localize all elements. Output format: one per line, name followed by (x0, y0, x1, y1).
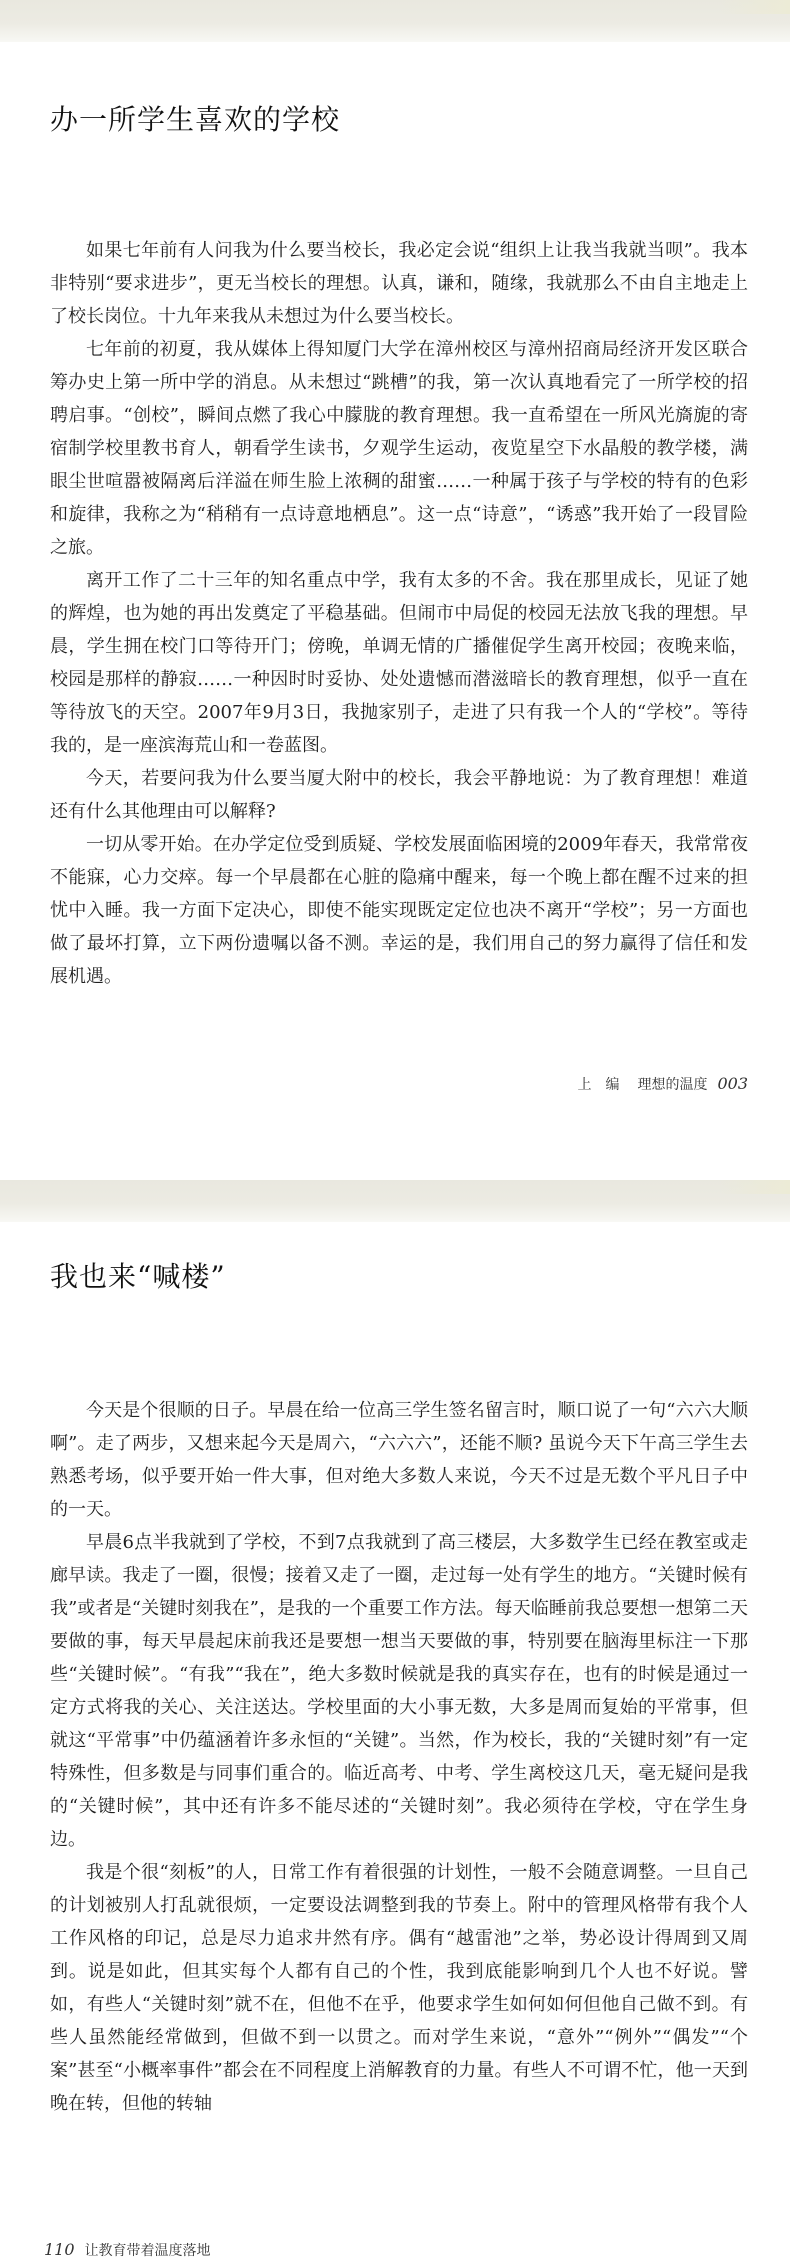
chapter-title: 我也来“喊楼” (50, 1260, 226, 1293)
chapter-body (50, 234, 748, 993)
paragraph: 我是个很“刻板”的人，日常工作有着很强的计划性，一般不会随意调整。一旦自己的计划被别人打乱就很烦，一定要设法调整到我的节奏上。附中的管理风格带有我个人工作风格的印记，总是尽力追求井然有序。偶有“越雷池”之举，势必设计得周到又周到。说是如此，但其实每个人都有自己的个性，我到底能影响到几个人也不好说。譬如，有些人“关键时刻”就不在，但他不在乎，他要求学生如何如何但他自己做不到。有些人虽然能经常做到，但做不到一以贯之。而对学生来说，“意外”“例外”“偶发”“个案”甚至“小概率事件”都会在不同程度上消解教育的力量。有些人不可谓不忙，他一天到晚在转，但他的转轴 (50, 1862, 748, 2114)
page-top-shadow (0, 1180, 790, 1222)
page-corner-shadow (720, 1180, 790, 1194)
page-corner-shadow (720, 0, 790, 14)
page-top-shadow (0, 0, 790, 42)
footer-part: 上 编 (577, 1077, 620, 1093)
paragraph: 离开工作了二十三年的知名重点中学，我有太多的不舍。我在那里成长，见证了她的辉煌，也为她的再出发奠定了平稳基础。但闹市中局促的校园无法放飞我的理想。早晨，学生拥在校门口等待开门；傍晚，单调无情的广播催促学生离开校园；夜晚来临，校园是那样的静寂……一种因时时妥协、处处遗憾而潜滋暗长的教育理想，似乎一直在等待放飞的天空。2007年9月3日，我抛家别子，走进了只有我一个人的“学校”。等待我的，是一座滨海荒山和一卷蓝图。 (50, 570, 748, 756)
chapter-title: 办一所学生喜欢的学校 (50, 103, 341, 136)
page-number: 110 (44, 2240, 75, 2259)
book-title: 让教育带着温度落地 (84, 2243, 211, 2259)
paragraph: 七年前的初夏，我从媒体上得知厦门大学在漳州校区与漳州招商局经济开发区联合筹办史上第一所中学的消息。从未想过“跳槽”的我，第一次认真地看完了一所学校的招聘启事。“创校”，瞬间点燃了我心中朦胧的教育理想。我一直希望在一所风光旖旎的寄宿制学校里教书育人，朝看学生读书，夕观学生运动，夜览星空下水晶般的教学楼，满眼尘世喧嚣被隔离后洋溢在师生脸上浓稠的甜蜜……一种属于孩子与学校的特有的色彩和旋律，我称之为“稍稍有一点诗意地栖息”。这一点“诗意”，“诱惑”我开始了一段冒险之旅。 (50, 339, 748, 558)
chapter-body (50, 1394, 748, 2120)
paragraph: 今天是个很顺的日子。早晨在给一位高三学生签名留言时，顺口说了一句“六六大顺啊”。走了两步，又想来起今天是周六，“六六六”，还能不顺? 虽说今天下午高三学生去熟悉考场，似乎要开始一件大事，但对绝大多数人来说，今天不过是无数个平凡日子中的一天。 (50, 1400, 748, 1520)
paragraph: 今天，若要问我为什么要当厦大附中的校长，我会平静地说：为了教育理想！难道还有什么其他理由可以解释? (50, 768, 748, 822)
page-number: 003 (717, 1074, 748, 1093)
footer-section: 理想的温度 (637, 1077, 708, 1093)
paragraph: 早晨6点半我就到了学校，不到7点我就到了高三楼层，大多数学生已经在教室或走廊早读。我走了一圈，很慢；接着又走了一圈，走过每一处有学生的地方。“关键时候有我”或者是“关键时刻我在”，是我的一个重要工作方法。每天临睡前我总要想一想第二天要做的事，每天早晨起床前我还是要想一想当天要做的事，特别要在脑海里标注一下那些“关键时候”。“有我”“我在”，绝大多数时候就是我的真实存在，也有的时候是通过一定方式将我的关心、关注送达。学校里面的大小事无数，大多是周而复始的平常事，但就这“平常事”中仍蕴涵着许多永恒的“关键”。当然，作为校长，我的“关键时刻”有一定特殊性，但多数是与同事们重合的。临近高考、中考、学生离校这几天，毫无疑问是我的“关键时候”，其中还有许多不能尽述的“关键时刻”。我必须待在学校，守在学生身边。 (50, 1532, 748, 1850)
running-footer (577, 1074, 748, 1094)
page-lower (0, 1180, 790, 2261)
paragraph: 如果七年前有人问我为什么要当校长，我必定会说“组织上让我当我就当呗”。我本非特别“要求进步”，更无当校长的理想。认真，谦和，随缘，我就那么不由自主地走上了校长岗位。十九年来我从未想过为什么要当校长。 (50, 240, 748, 327)
running-footer (44, 2240, 211, 2260)
paragraph: 一切从零开始。在办学定位受到质疑、学校发展面临困境的2009年春天，我常常夜不能寐，心力交瘁。每一个早晨都在心脏的隐痛中醒来，每一个晚上都在醒不过来的担忧中入睡。我一方面下定决心，即使不能实现既定定位也决不离开“学校”；另一方面也做了最坏打算，立下两份遗嘱以备不测。幸运的是，我们用自己的努力赢得了信任和发展机遇。 (50, 834, 748, 987)
